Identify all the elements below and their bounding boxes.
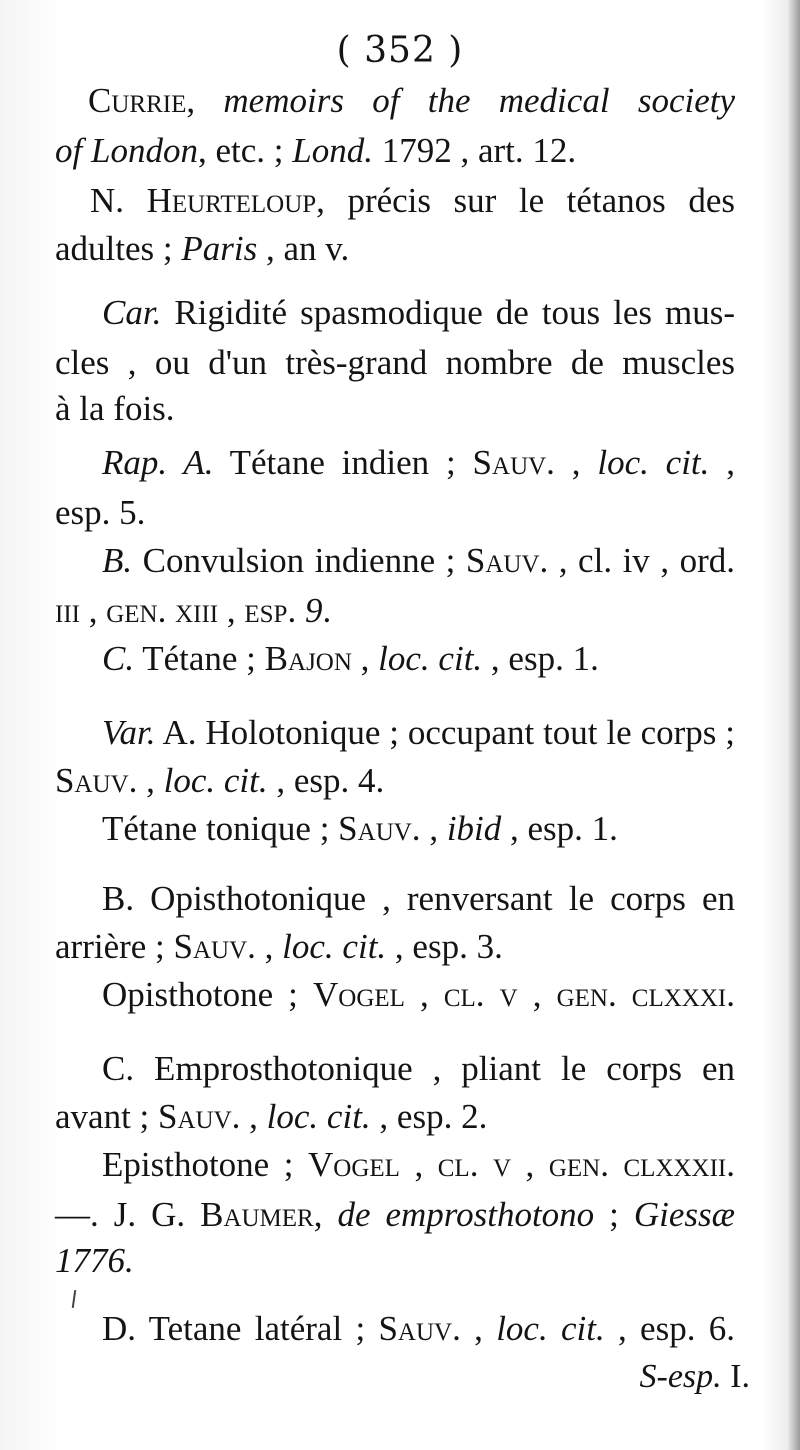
text-line: Tétane tonique ; Sauv. , ibid , esp. 1.	[102, 809, 618, 848]
text-line: B. Convulsion indienne ; Sauv. , cl. iv , ord.	[102, 541, 735, 580]
text-line: —. J. G. Baumer, de emprosthotono ; Giessæ	[55, 1195, 735, 1234]
text-line: Rap. A. Tétane indien ; Sauv. , loc. cit. ,	[102, 443, 735, 482]
text-line: C. Emprosthotonique , pliant le corps en	[102, 1049, 735, 1088]
author-name: Currie	[88, 81, 187, 120]
section-label: Rap. A.	[102, 443, 214, 482]
section-label: Car.	[102, 293, 162, 332]
text-line: Currie, memoirs of the medical society	[88, 81, 735, 120]
text-line: B. Opisthotonique , renversant le corps en	[102, 879, 735, 918]
text-line: arrière ; Sauv. , loc. cit. , esp. 3.	[55, 927, 503, 966]
text-line: D. Tetane latéral ; Sauv. , loc. cit. , esp. 6.	[102, 1309, 735, 1348]
text-line: esp. 5.	[55, 493, 146, 532]
work-title: memoirs of the medical society	[223, 81, 735, 120]
text-line: cles , ou d'un très-grand nombre de muscles	[55, 343, 735, 382]
stray-mark	[72, 1290, 76, 1308]
text-line: Opisthotone ; Vogel , cl. v , gen. clxxxi.	[102, 975, 735, 1014]
text-line: adultes ; Paris , an v.	[55, 229, 350, 268]
signature-mark: S-esp. I.	[639, 1358, 750, 1395]
text-line: N. Heurteloup, précis sur le tétanos des	[90, 181, 735, 220]
text-line: Car. Rigidité spasmodique de tous les mus-	[102, 293, 735, 332]
author-name: Heurteloup	[146, 181, 317, 220]
page-edge-shadow	[788, 0, 800, 1450]
text-line: 1776.	[55, 1241, 134, 1280]
text-line: of London, etc. ; Lond. 1792 , art. 12.	[55, 131, 577, 170]
text-line: iii , gen. xiii , esp. 9.	[55, 591, 332, 630]
text-line: avant ; Sauv. , loc. cit. , esp. 2.	[55, 1097, 488, 1136]
text-line: à la fois.	[55, 389, 175, 428]
section-label: Var.	[102, 713, 156, 752]
text-line: Sauv. , loc. cit. , esp. 4.	[55, 761, 385, 800]
text-line: C. Tétane ; Bajon , loc. cit. , esp. 1.	[102, 639, 599, 678]
page-number: ( 352 )	[336, 30, 464, 71]
text-line: Episthotone ; Vogel , cl. v , gen. clxxxii.	[102, 1145, 736, 1184]
text-line: Var. A. Holotonique ; occupant tout le corps ;	[102, 713, 735, 752]
